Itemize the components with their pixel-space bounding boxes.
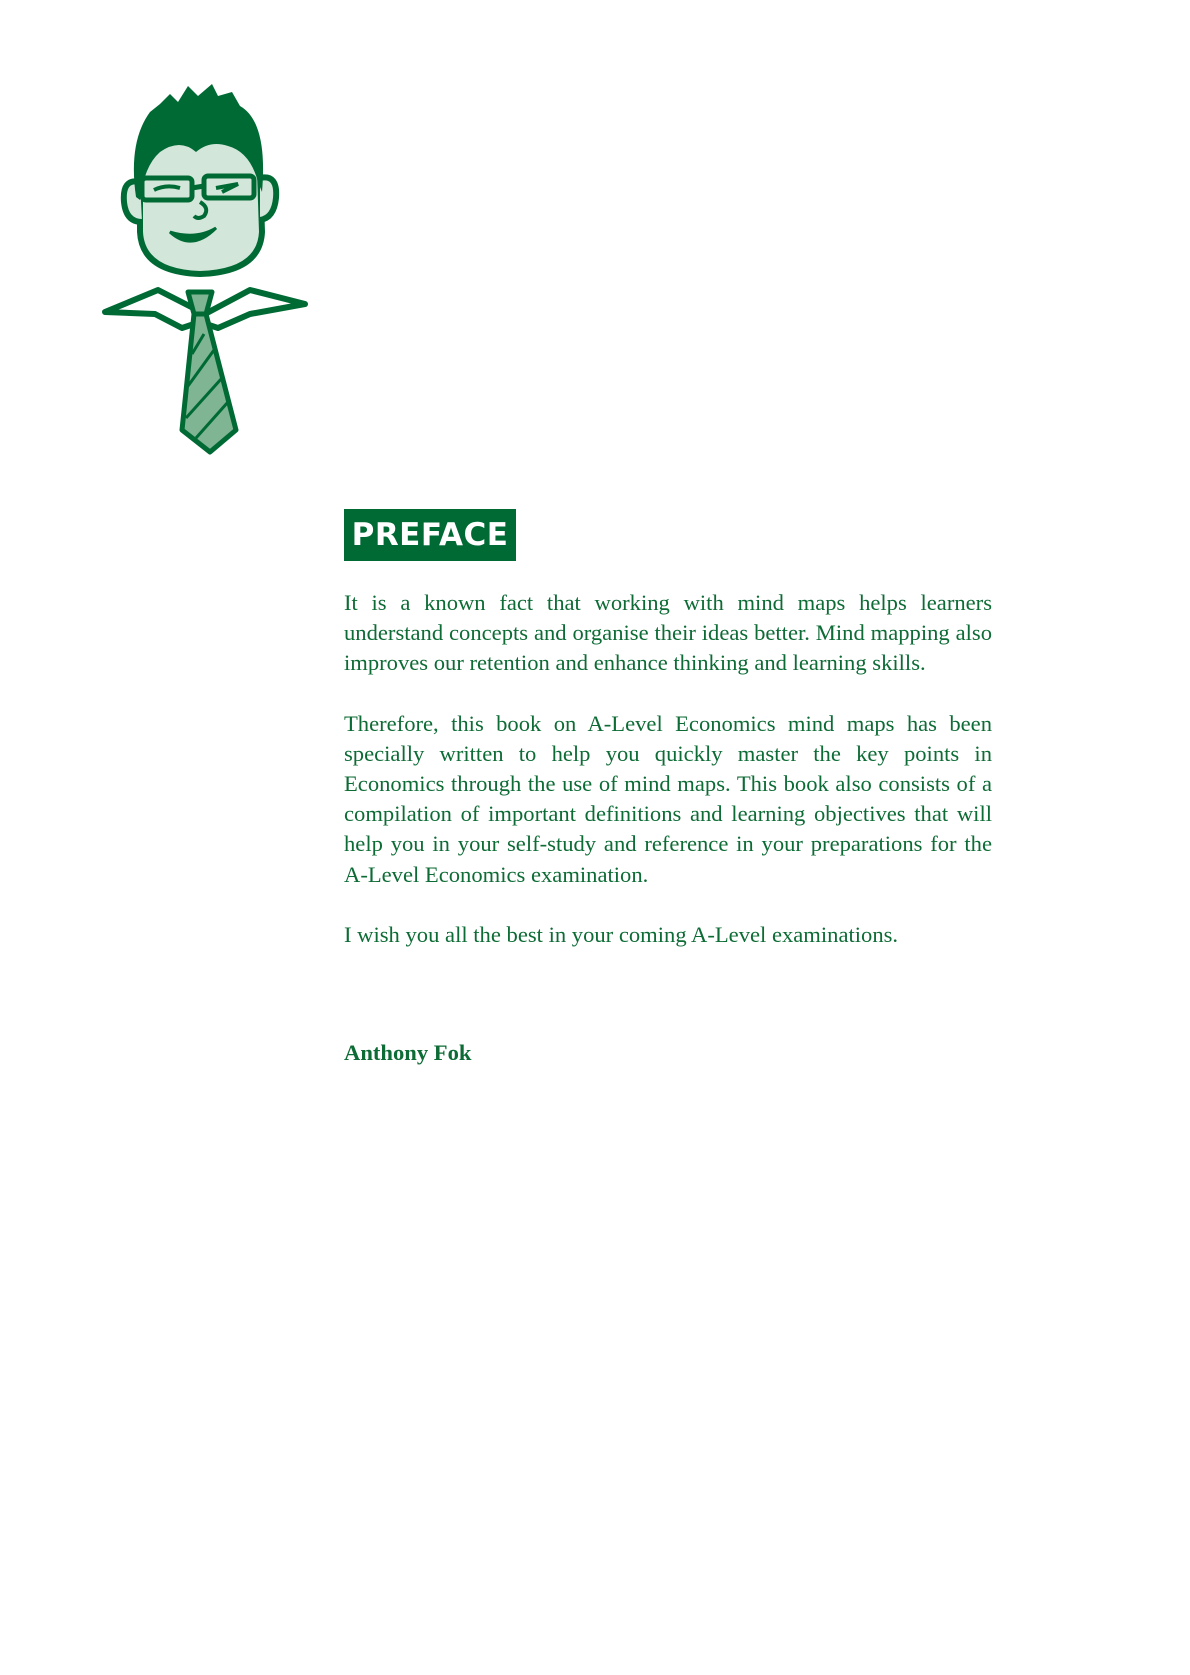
preface-paragraph-2: Therefore, this book on A-Level Economics mind maps has been specially written to help you quickly master the key points in Economics through the use of mind maps. This book also consists of a compilation of important definitions and learning objectives that will help you in your self-study and reference in your preparations for the A-Level Economics examination.	[344, 710, 992, 887]
author-signature: Anthony Fok	[344, 1040, 472, 1065]
author-cartoon-illustration	[100, 82, 310, 462]
preface-body	[344, 588, 992, 980]
page-title: PREFACE	[351, 517, 509, 553]
preface-heading-box	[344, 509, 516, 561]
preface-paragraph-1: It is a known fact that working with mind maps helps learners understand concepts and organise their ideas better. Mind mapping also improves our retention and enhance thinking and learning skills.	[344, 590, 992, 676]
preface-paragraph-3: I wish you all the best in your coming A-Level examinations.	[344, 921, 899, 947]
